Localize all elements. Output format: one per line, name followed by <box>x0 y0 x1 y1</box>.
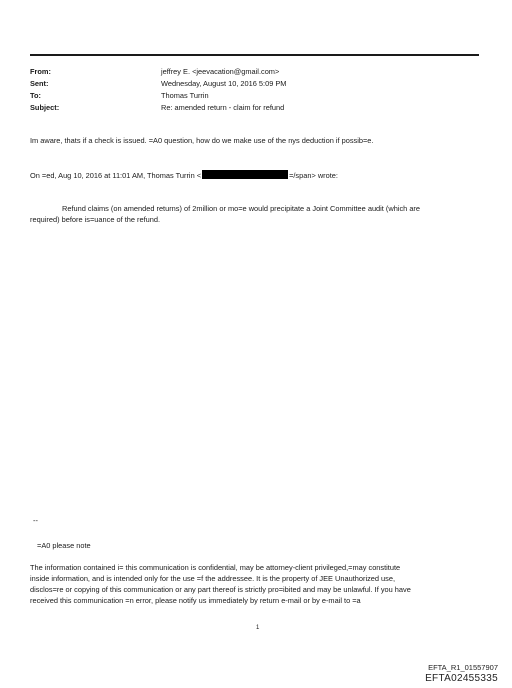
quoted-line-1: Refund claims (on amended returns) of 2million or mo=e would precipitate a Joint Committee audit (which are <box>62 204 420 213</box>
subject-label: Subject: <box>30 103 60 112</box>
header-divider <box>30 54 479 56</box>
from-value: jeffrey E. <jeevacation@gmail.com> <box>161 67 280 76</box>
disclaimer-line: The information contained i= this communication is confidential, may be attorney-client privileged,=may constitute <box>30 563 401 572</box>
to-label: To: <box>30 91 41 100</box>
disclaimer-line: inside information, and is intended only for the use =f the addressee. It is the property of JEE Unauthorized use, <box>30 574 396 583</box>
page-number: 1 <box>256 625 260 631</box>
signature-dashes: -- <box>33 516 38 525</box>
disclaimer-line: received this communication =n error, please notify us immediately by return e-mail or by e-mail to =a <box>30 596 361 605</box>
quote-intro <box>30 170 338 182</box>
from-label: From: <box>30 67 51 76</box>
quote-intro-before: On =ed, Aug 10, 2016 at 11:01 AM, Thomas Turrin < <box>30 171 202 180</box>
disclaimer-line: disclos=re or copying of this communication or any part thereof is strictly pro=ibited and may be unlawful. If you have <box>30 585 411 594</box>
note-line: =A0 please note <box>37 541 91 550</box>
subject-value: Re: amended return - claim for refund <box>161 103 285 112</box>
quoted-line-2: required) before is=uance of the refund. <box>30 215 161 224</box>
reply-line: Im aware, thats if a check is issued. =A0 question, how do we make use of the nys deduction if possib=e. <box>30 136 374 145</box>
bates-id-primary: EFTA_R1_01557907 <box>428 663 498 672</box>
to-value: Thomas Turrin <box>161 91 209 100</box>
sent-label: Sent: <box>30 79 49 88</box>
bates-id-secondary: EFTA02455335 <box>425 673 498 684</box>
sent-value: Wednesday, August 10, 2016 5:09 PM <box>161 79 287 88</box>
redaction-block <box>202 170 288 179</box>
quote-intro-after: =/span> wrote: <box>289 171 338 180</box>
